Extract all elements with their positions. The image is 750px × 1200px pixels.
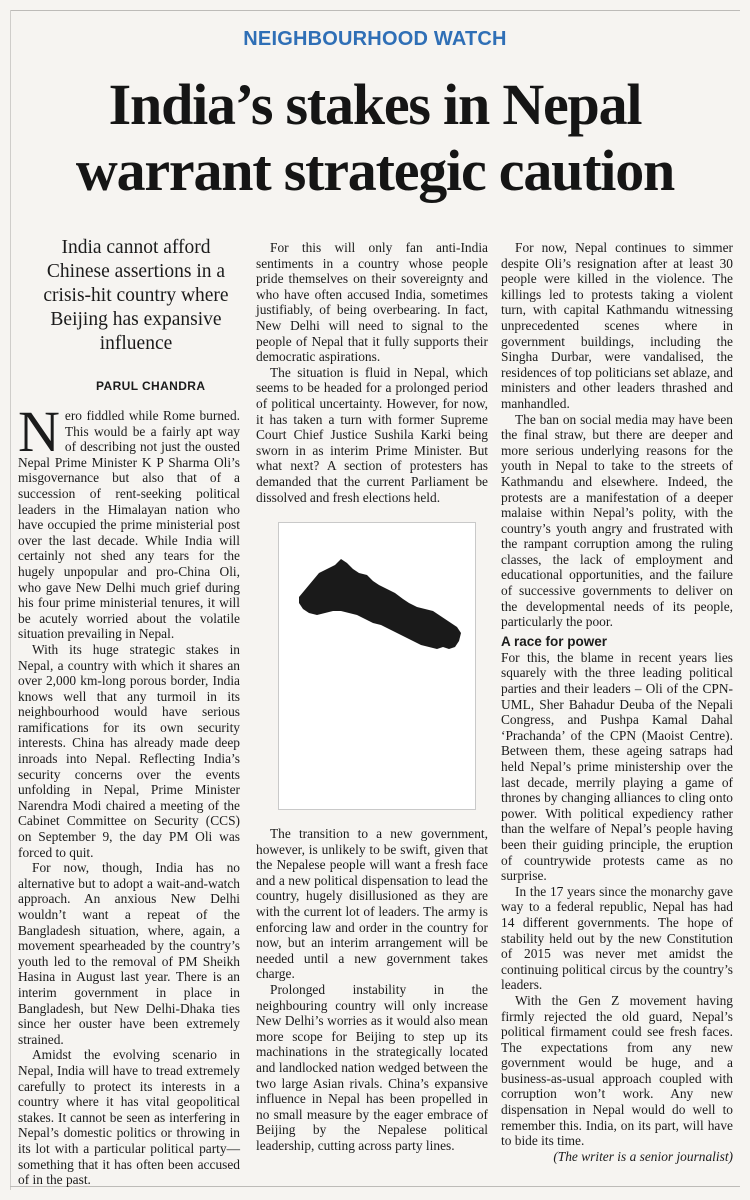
article-paragraph — [18, 399, 240, 642]
article-column-3 — [501, 240, 733, 1164]
nepal-map-shape — [299, 559, 461, 649]
article-paragraph: For this, the blame in recent years lies squarely with the three leading political parties and their leaders – Oli of the CPN-UML, Sher Bahadur Deuba of the Nepali Congress, and Pushpa Kamal Dahal ‘Prachanda’ of the CPN (Maoist Centre). Between them, these ageing satraps had held Nepal’s prime ministership over the last decade, merrily playing a game of thrones by changing alliances to cling onto power. With political expediency rather than the welfare of Nepal’s people having been their guiding principle, the eruption of countrywide protests came as no surprise. — [501, 649, 733, 884]
article-paragraph: For this will only fan anti-India sentiments in a country whose people pride themselves on their sovereignty and who have often accused India, sometimes justifiably, of being overbearing. In fact, New Delhi will need to signal to the people of Nepal that it fully supports their democratic aspirations. — [256, 240, 488, 365]
author-credit: (The writer is a senior journalist) — [553, 1148, 733, 1164]
article-paragraph: Amidst the evolving scenario in Nepal, India will have to tread extremely carefully to protect its interests in a country where it has vital geopolitical stakes. It cannot be seen as interfering in Nepal’s domestic politics or throwing in its lot with a particular political party—something that it has often been accused of in the past. — [18, 1047, 240, 1188]
page-border-left — [10, 10, 11, 1190]
article-paragraph: The situation is fluid in Nepal, which seems to be headed for a prolonged period of political uncertainty. However, for now, it has taken a turn with former Supreme Court Chief Justice Sushila Karki being sworn in as interim Prime Minister. But what next? A section of protesters has demanded that the current Parliament be dissolved and fresh elections held. — [256, 364, 488, 505]
article-column-2-bottom — [256, 826, 488, 1153]
byline: PARUL CHANDRA — [96, 379, 206, 393]
article-paragraph: The transition to a new government, however, is unlikely to be swift, given that the Nepalese people will want a fresh face and a new political dispensation to lead the country, hugely disillusioned as they are with the current lot of leaders. The army is enforcing law and order in the country for now, but an interim arrangement will be needed until a new government takes charge. — [256, 826, 488, 982]
article-paragraph: With the Gen Z movement having firmly rejected the old guard, Nepal’s political firmament could see fresh faces. The expectations from any new government would be huge, and a business-as-usual approach coupled with corruption won’t work. Any new dispensation in Nepal would do well to remember this. India, on its part, will have to bide its time. — [501, 992, 733, 1149]
article-paragraph: For now, Nepal continues to simmer despite Oli’s resignation after at least 30 people were killed in the violence. The killings led to protests taking a violent turn, with capital Kathmandu witnessing unprecedented scenes where in government buildings, including the Singha Durbar, were vandalised, the residences of top politicians set ablaze, and ministers and other leaders thrashed and manhandled. — [501, 240, 733, 411]
drop-cap: N — [18, 399, 60, 464]
paragraph-text: ero fiddled while Rome burned. This would be a fairly apt way of describing not just the ousted Nepal Prime Minister K P Sharma Oli’s misgovernance but also that of a succession of rent-seeking political leaders in the Himalayan nation who have occupied the prime ministerial post over the last decade. While India will certainly not shed any tears for the hugely unpopular and pro-China Oli, who gave New Delhi much grief during his four prime ministerial tenures, it will be acutely worried about the volatile situation prevailing in Nepal. — [18, 408, 240, 642]
article-paragraph: With its huge strategic stakes in Nepal, a country with which it shares an over 2,000 km-long porous border, India knows well that any turmoil in its neighbourhood would have serious ramifications for its own security interests. China has already made deep inroads into Nepal. Reflecting India’s security concerns over the events unfolding in Nepal, Prime Minister Narendra Modi chaired a meeting of the Cabinet Committee on Security (CCS) on September 9, the day PM Oli was forced to quit. — [18, 641, 240, 860]
article-paragraph: Prolonged instability in the neighbouring country will only increase New Delhi’s worries as it would also mean more scope for Beijing to step up its machinations in the strategically located and landlocked nation wedged between the two large Asian rivals. China’s expansive influence in Nepal has been propelled in no small measure by the eager embrace of Beijing by the Nepalese political leadership, cutting across party lines. — [256, 981, 488, 1153]
article-paragraph: The ban on social media may have been the final straw, but there are deeper and more serious underlying reasons for the youth in Nepal to take to the streets of Kathmandu and elsewhere. Indeed, the protests are a manifestation of a deeper malaise within Nepal’s polity, with the country’s youth angry and frustrated with the rampant corruption among the ruling classes, the lack of employment and educational opportunities, and the failure of successive governments to deliver on the developmental needs of its people, particularly the poor. — [501, 411, 733, 630]
article-column-1 — [18, 399, 240, 1188]
headline-line-2: warrant strategic caution — [75, 138, 675, 203]
nepal-map-silhouette — [279, 523, 475, 809]
headline — [20, 72, 730, 204]
subheading: A race for power — [501, 633, 608, 649]
headline-line-1: India’s stakes in Nepal — [108, 72, 642, 137]
article-paragraph: In the 17 years since the monarchy gave way to a federal republic, Nepal has had 14 different governments. The hope of stability held out by the new Constitution of 2015 was never met amidst the continuing political circus by the country’s leaders. — [501, 883, 733, 993]
article-column-2-top — [256, 240, 488, 505]
standfirst: India cannot afford Chinese assertions in a crisis-hit country where Beijing has expansive influence — [43, 237, 229, 354]
article-paragraph: For now, though, India has no alternative but to adopt a wait-and-watch approach. An anxious New Delhi wouldn’t want a repeat of the Bangladesh situation, where, again, a movement spearheaded by the country’s youth led to the removal of PM Sheikh Hasina in August last year. There is an interim government in place in Bangladesh, but New Delhi-Dhaka ties since her ouster have been extremely strained. — [18, 860, 240, 1047]
nepal-map-image — [278, 522, 476, 810]
section-label: NEIGHBOURHOOD WATCH — [243, 28, 507, 50]
page-border-top — [10, 10, 740, 11]
